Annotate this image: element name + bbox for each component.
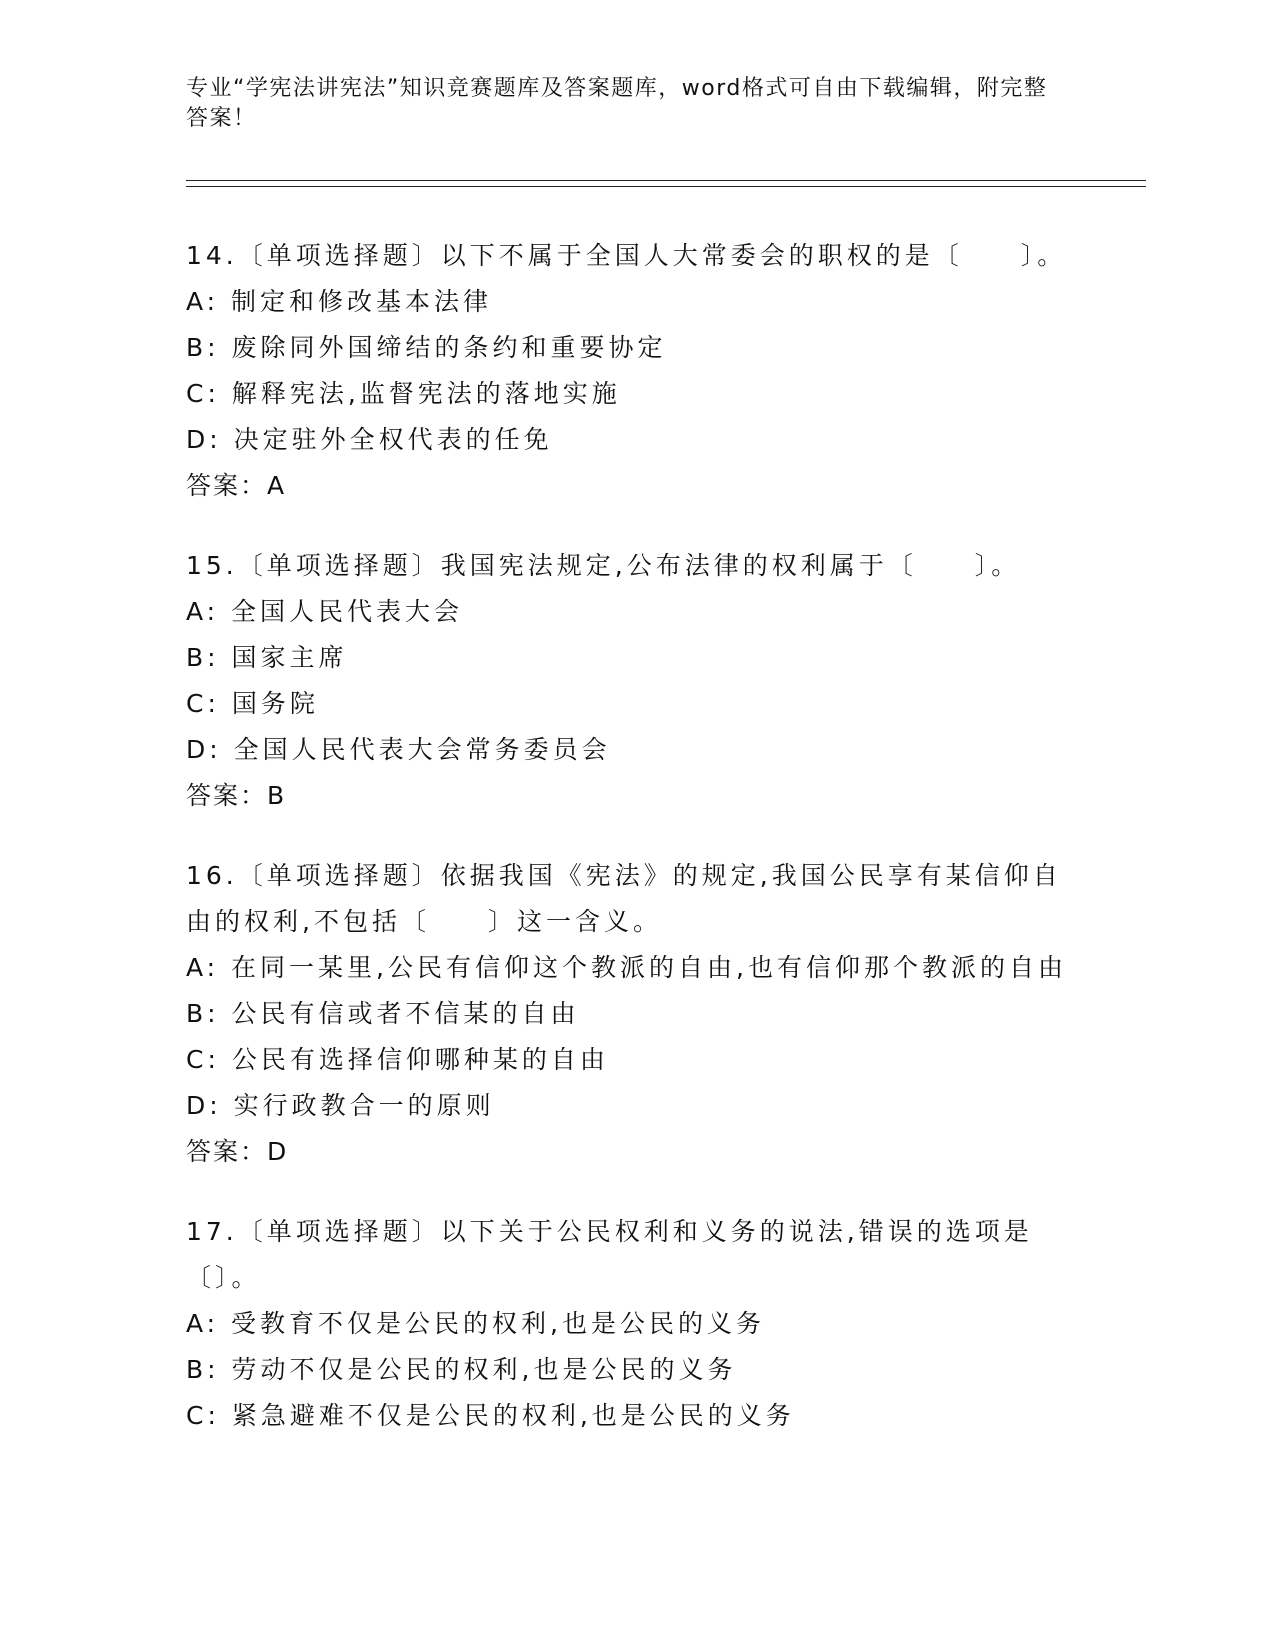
option-letter: D: [186, 735, 222, 764]
option-letter: A: [186, 953, 220, 982]
answer: 答案：A [186, 471, 287, 500]
question-stem: 17.〔单项选择题〕以下关于公民权利和义务的说法,错误的选项是〔〕。 [186, 1217, 1033, 1292]
option-b [186, 325, 1086, 371]
option-text: 公民有信或者不信某的自由 [231, 999, 580, 1028]
option-d [186, 727, 1086, 773]
option-text: 劳动不仅是公民的权利,也是公民的义务 [231, 1355, 737, 1384]
header-rule-bottom [186, 186, 1146, 187]
option-c [186, 371, 1086, 417]
header-rule-top [186, 180, 1146, 181]
option-b [186, 991, 1086, 1037]
question-14 [186, 233, 1086, 509]
option-text: 决定驻外全权代表的任免 [233, 425, 553, 454]
option-letter: B: [186, 333, 220, 362]
option-letter: D: [186, 1091, 222, 1120]
question-15 [186, 543, 1086, 819]
option-letter: A: [186, 287, 220, 316]
option-c [186, 1393, 1086, 1439]
option-text: 解释宪法,监督宪法的落地实施 [231, 379, 621, 408]
option-text: 在同一某里,公民有信仰这个教派的自由,也有信仰那个教派的自由 [231, 953, 1067, 982]
option-text: 国家主席 [231, 643, 348, 672]
option-letter: C: [186, 1045, 220, 1074]
option-c [186, 1037, 1086, 1083]
option-a [186, 279, 1086, 325]
option-b [186, 635, 1086, 681]
option-a [186, 589, 1086, 635]
option-text: 全国人民代表大会 [231, 597, 464, 626]
option-a [186, 945, 1086, 991]
option-letter: C: [186, 689, 220, 718]
option-text: 制定和修改基本法律 [231, 287, 493, 316]
option-d [186, 417, 1086, 463]
option-b [186, 1347, 1086, 1393]
option-letter: B: [186, 643, 220, 672]
option-a [186, 1301, 1086, 1347]
option-text: 受教育不仅是公民的权利,也是公民的义务 [231, 1309, 765, 1338]
option-letter: A: [186, 1309, 220, 1338]
question-17 [186, 1209, 1086, 1439]
option-letter: C: [186, 1401, 220, 1430]
answer: 答案：B [186, 781, 287, 810]
question-stem: 15.〔单项选择题〕我国宪法规定,公布法律的权利属于〔 〕。 [186, 551, 1021, 580]
option-letter: D: [186, 425, 222, 454]
option-letter: C: [186, 379, 220, 408]
option-d [186, 1083, 1086, 1129]
option-letter: A: [186, 597, 220, 626]
option-letter: B: [186, 999, 220, 1028]
option-letter: B: [186, 1355, 220, 1384]
question-16 [186, 853, 1086, 1175]
question-list [186, 233, 1086, 1473]
document-header: 专业“学宪法讲宪法”知识竞赛题库及答案题库，word格式可自由下载编辑，附完整答案！ [186, 76, 1048, 131]
option-text: 废除同外国缔结的条约和重要协定 [231, 333, 667, 362]
option-text: 紧急避难不仅是公民的权利,也是公民的义务 [231, 1401, 795, 1430]
option-c [186, 681, 1086, 727]
answer: 答案：D [186, 1137, 289, 1166]
option-text: 公民有选择信仰哪种某的自由 [231, 1045, 609, 1074]
option-text: 全国人民代表大会常务委员会 [233, 735, 611, 764]
question-stem: 14.〔单项选择题〕以下不属于全国人大常委会的职权的是〔 〕。 [186, 241, 1067, 270]
question-stem: 16.〔单项选择题〕依据我国《宪法》的规定,我国公民享有某信仰自由的权利,不包括〔 〕这一含义。 [186, 861, 1062, 936]
option-text: 国务院 [231, 689, 319, 718]
option-text: 实行政教合一的原则 [233, 1091, 495, 1120]
